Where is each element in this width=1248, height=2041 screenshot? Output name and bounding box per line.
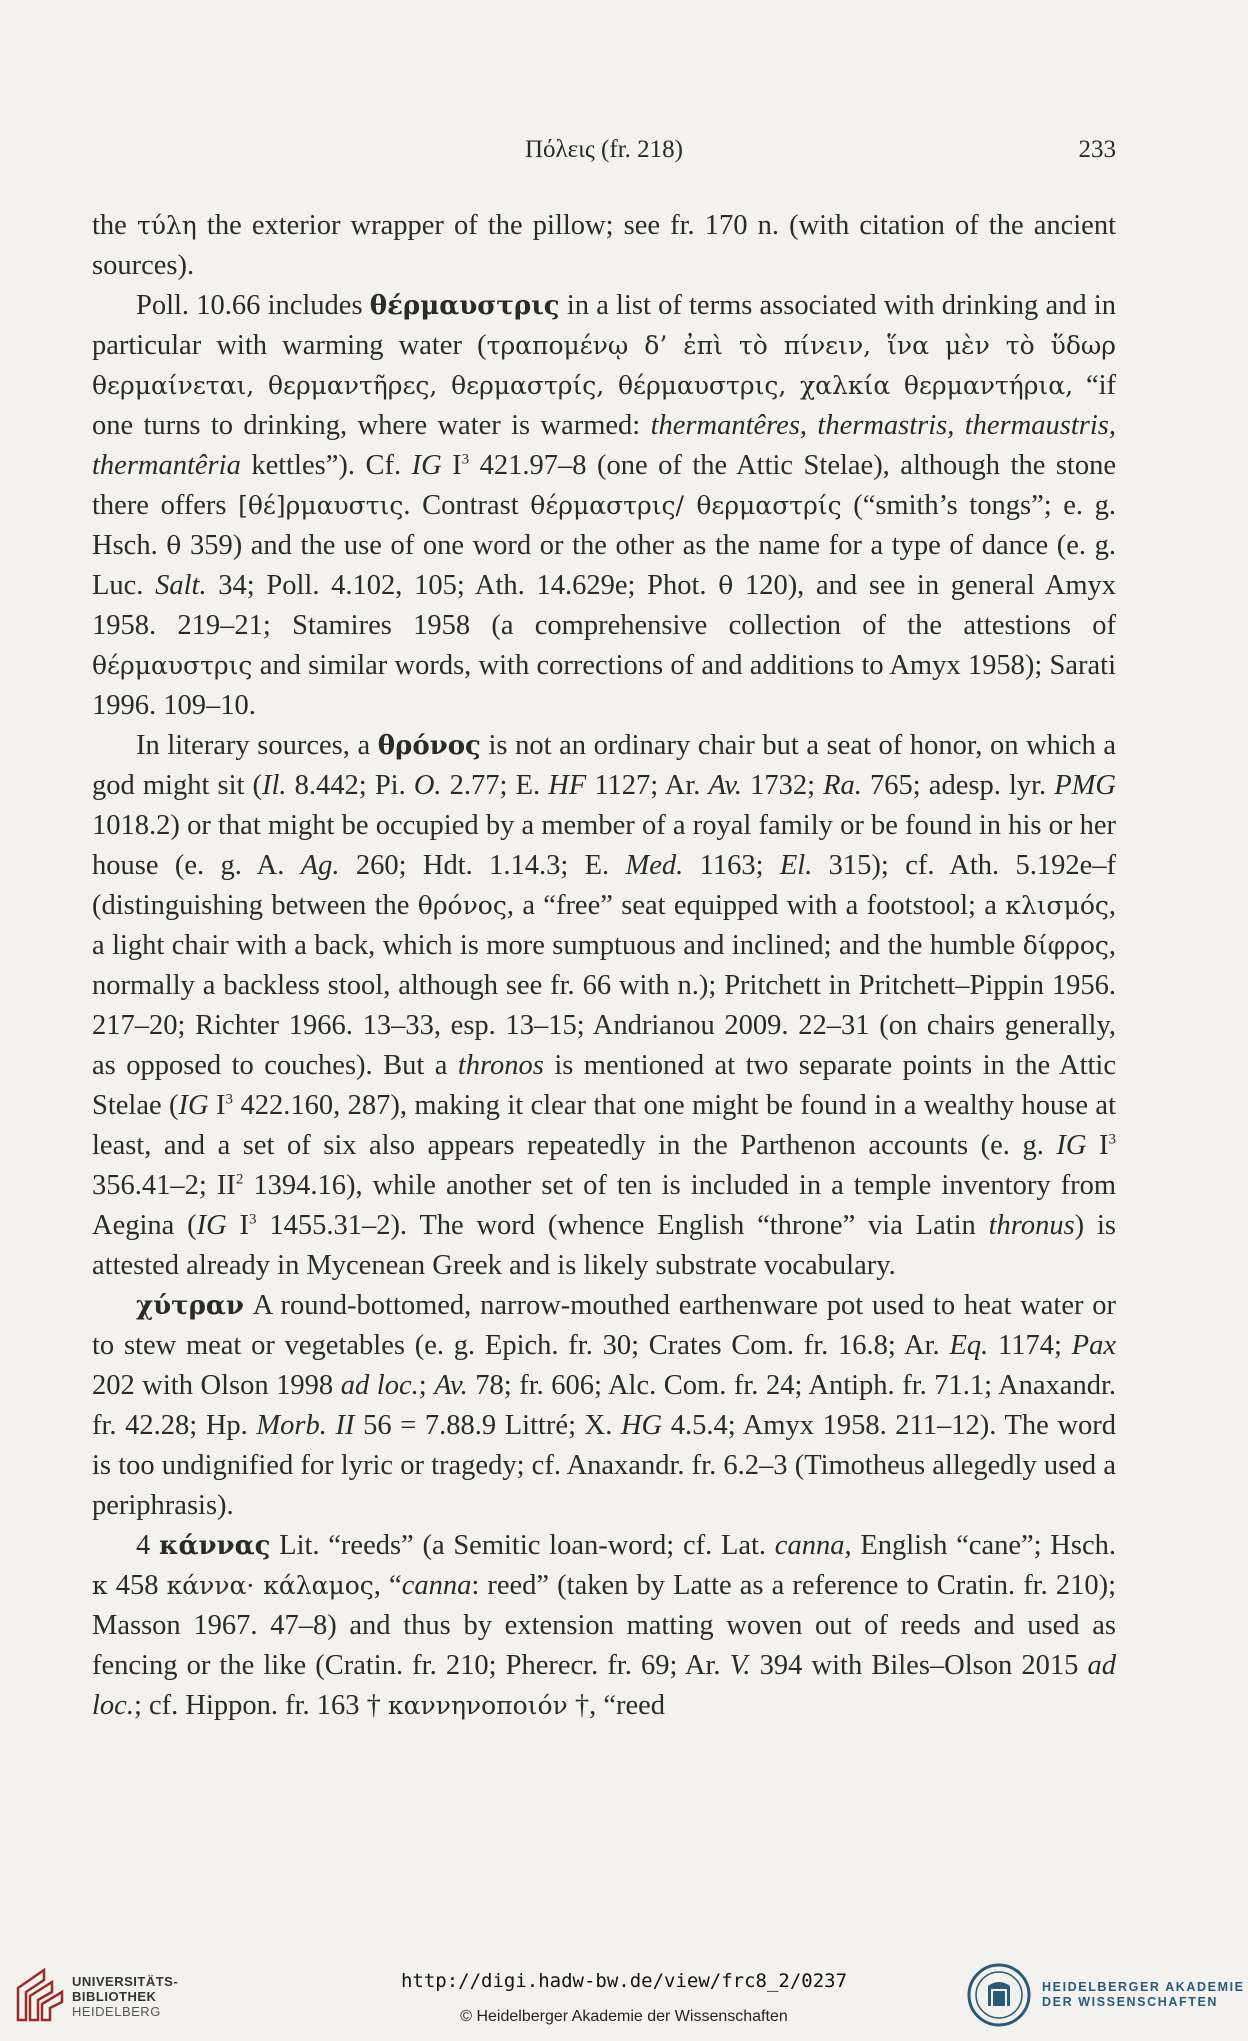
text-run: Lit. “reeds” (a Semitic loan-word; cf. Lat. bbox=[270, 1530, 775, 1561]
superscript: 3 bbox=[1108, 1131, 1116, 1148]
lemma-greek: χύτραν bbox=[136, 1291, 244, 1321]
italic-run: thronus bbox=[988, 1210, 1075, 1241]
italic-run: Il. bbox=[262, 770, 287, 801]
text-run: (“smith’s tongs”; e. g. Hsch. bbox=[92, 490, 1116, 561]
greek-term: κάννα· κάλαμος bbox=[166, 1571, 374, 1600]
italic-run: HG bbox=[620, 1410, 663, 1441]
text-run: , a “free” seat equipped with a footstool; a bbox=[506, 890, 1006, 921]
ub-line-3: HEIDELBERG bbox=[72, 2004, 161, 2019]
greek-term: καννηνοποιόν bbox=[388, 1691, 568, 1720]
text-run: ) is attested already in Mycenean Greek and is likely substrate vocabulary. bbox=[92, 1210, 1116, 1281]
text-run: 56 = 7.88.9 Littré; X. bbox=[354, 1410, 621, 1441]
italic-run: IG bbox=[1056, 1130, 1087, 1161]
paragraph-1 bbox=[92, 206, 1116, 286]
text-run: kettles”). Cf. bbox=[240, 450, 412, 481]
italic-run: canna bbox=[401, 1570, 472, 1601]
superscript: 3 bbox=[225, 1091, 234, 1108]
text-run: 1127; Ar. bbox=[586, 770, 709, 801]
text-run: 120), and see in general Amyx 1958. 219–21; Stamires 1958 (a comprehensive collection of the attestions of bbox=[92, 570, 1117, 641]
superscript: 2 bbox=[235, 1171, 244, 1188]
text-run: 1455.31–2). The word (whence English “throne” via Latin bbox=[256, 1210, 989, 1241]
italic-run: IG bbox=[178, 1090, 209, 1121]
italic-run: Pax bbox=[1071, 1330, 1116, 1361]
italic-run: V. bbox=[729, 1650, 751, 1681]
text-run: I bbox=[226, 1210, 249, 1241]
text-run: , “ bbox=[373, 1570, 402, 1601]
text-run: Poll. 10.66 includes bbox=[136, 290, 370, 321]
ub-line-1: UNIVERSITÄTS- bbox=[72, 1974, 179, 1989]
text-run: 315); cf. Ath. 5.192e–f (distinguishing between the bbox=[92, 850, 1116, 921]
text-run: I bbox=[441, 450, 462, 481]
paragraph-3 bbox=[92, 726, 1116, 1286]
paragraph-5 bbox=[92, 1526, 1116, 1726]
text-run: 1394.16), while another set of ten is included in a temple inventory from Aegina ( bbox=[92, 1170, 1116, 1241]
italic-run: canna bbox=[774, 1530, 845, 1561]
text-run: I bbox=[208, 1090, 226, 1121]
italic-run: PMG bbox=[1054, 770, 1116, 801]
text-run: . Contrast bbox=[403, 490, 531, 521]
italic-run: Ag. bbox=[300, 850, 340, 881]
text-run: “if one turns to drinking, where water is warmed: bbox=[92, 370, 1116, 441]
line-number: 4 bbox=[136, 1530, 159, 1561]
text-run: 1018.2) or that might be occupied by a member of a royal family or be found in his or her house (e. g. A. bbox=[92, 810, 1116, 881]
source-url-link[interactable]: http://digi.hadw-bw.de/view/frc8_2/0237 bbox=[400, 1970, 848, 1992]
text-run: 394 with Biles–Olson 2015 bbox=[750, 1650, 1088, 1681]
page-number: 233 bbox=[1078, 136, 1116, 163]
hadw-line-1: HEIDELBERGER AKADEMIE bbox=[1042, 1980, 1245, 1994]
ub-line-2: BIBLIOTHEK bbox=[72, 1989, 157, 2004]
italic-run: Eq. bbox=[949, 1330, 989, 1361]
text-run: , a light chair with a back, which is more sumptuous and inclined; and the humble bbox=[92, 890, 1117, 961]
text-run: 421.97–8 (one of the Attic Stelae), although the stone there offers bbox=[92, 450, 1116, 521]
commentary-text bbox=[92, 206, 1116, 1726]
superscript: 3 bbox=[461, 451, 470, 468]
hadw-line-2: DER WISSENSCHAFTEN bbox=[1042, 1995, 1219, 2009]
italic-run: Av. bbox=[434, 1370, 468, 1401]
text-run: A round-bottomed, narrow-mouthed earthenware pot used to heat water or to stew meat or vegetables (e. g. Epich. fr. 30; Crates Com. fr. 16.8; Ar. bbox=[92, 1290, 1116, 1361]
italic-run: thronos bbox=[457, 1050, 544, 1081]
greek-term: τύλη bbox=[136, 211, 197, 240]
italic-run: Av. bbox=[708, 770, 742, 801]
lemma-greek: κάννας bbox=[159, 1531, 271, 1561]
text-run: , normally a backless stool, although see fr. 66 with n.); Pritchett in Pritchett–Pippin 1956. 217–20; Richter 1966. 13–33, esp. 13–15; Andrianou 2009. 22–31 (on chairs generally, as opposed to couches). But a bbox=[92, 930, 1116, 1081]
text-run: 34; Poll. 4.102, 105; Ath. 14.629e; Phot. bbox=[206, 570, 719, 601]
text-run: ; bbox=[418, 1370, 435, 1401]
greek-term: θ bbox=[718, 571, 734, 600]
text-run: in a list of terms associated with drinking and in particular with warming water ( bbox=[92, 290, 1116, 361]
greek-term: θέρμαστρις/ θερμαστρίς bbox=[530, 491, 842, 520]
text-run: : reed” (taken by Latte as a reference to Cratin. fr. 210); Masson 1967. 47–8) and thus by extension matting woven out of reeds and used as fencing or the like (Cratin. fr. 210; Pherecr. fr. 69; Ar. bbox=[92, 1570, 1116, 1681]
academy-seal-icon bbox=[966, 1962, 1032, 2028]
text-run: the bbox=[92, 210, 137, 241]
copyright-notice: © Heidelberger Akademie der Wissenschaften bbox=[460, 2008, 788, 2025]
italic-run: ad loc. bbox=[92, 1650, 1116, 1721]
greek-term: κλισμός bbox=[1005, 891, 1109, 920]
italic-run: HF bbox=[548, 770, 587, 801]
text-run: 260; Hdt. 1.14.3; E. bbox=[339, 850, 626, 881]
text-run: In literary sources, a bbox=[136, 730, 378, 761]
text-run: is mentioned at two separate points in the Attic Stelae ( bbox=[92, 1050, 1116, 1121]
italic-run: El. bbox=[779, 850, 813, 881]
text-run: 1163; bbox=[683, 850, 780, 881]
text-run: 1732; bbox=[741, 770, 824, 801]
page-header bbox=[92, 136, 1116, 170]
paragraph-2 bbox=[92, 286, 1116, 726]
text-run: I bbox=[1086, 1130, 1109, 1161]
text-run: 78; fr. 606; Alc. Com. fr. 24; Antiph. fr. 71.1; Anaxandr. fr. 42.28; Hp. bbox=[92, 1370, 1116, 1441]
text-run: 8.442; Pi. bbox=[286, 770, 414, 801]
greek-term: δίφρος bbox=[1022, 931, 1109, 960]
text-run: 359) and the use of one word or the other as the name for a type of dance (e. g. Luc. bbox=[92, 530, 1116, 601]
greek-term: θέρμαυστρις bbox=[92, 651, 253, 680]
paragraph-4 bbox=[92, 1286, 1116, 1526]
text-run: 356.41–2; II bbox=[92, 1170, 236, 1201]
greek-term: θ bbox=[166, 531, 182, 560]
text-run: 1174; bbox=[988, 1330, 1072, 1361]
italic-run: Salt. bbox=[155, 570, 207, 601]
running-head: Πόλεις (fr. 218) bbox=[525, 136, 683, 163]
italic-run: ad loc. bbox=[340, 1370, 419, 1401]
text-run: 765; adesp. lyr. bbox=[861, 770, 1055, 801]
text-run: ; cf. Hippon. fr. 163 † bbox=[133, 1690, 389, 1721]
italic-run: IG bbox=[411, 450, 442, 481]
text-run: the exterior wrapper of the pillow; see fr. 170 n. (with citation of the ancient sources). bbox=[92, 210, 1116, 281]
text-run: 202 with Olson 1998 bbox=[92, 1370, 341, 1401]
superscript: 3 bbox=[249, 1211, 257, 1228]
page-footer bbox=[0, 1948, 1248, 2041]
greek-term: κ bbox=[92, 1571, 108, 1600]
italic-run: Ra. bbox=[823, 770, 862, 801]
italic-run: IG bbox=[196, 1210, 227, 1241]
greek-term: θρόνος bbox=[417, 891, 507, 920]
text-run: 458 bbox=[107, 1570, 167, 1601]
text-run: is not an ordinary chair but a seat of honor, on which a god might sit ( bbox=[92, 730, 1116, 801]
italic-run: Med. bbox=[625, 850, 684, 881]
italic-run: O. bbox=[413, 770, 442, 801]
lemma-greek: θρόνος bbox=[377, 731, 481, 761]
academy-name bbox=[1042, 1980, 1245, 2010]
text-run: 422.160, 287), making it clear that one might be found in a wealthy house at least, and a set of six also appears repeatedly in the Parthenon accounts (e. g. bbox=[92, 1090, 1116, 1161]
text-run: , English “cane”; Hsch. bbox=[844, 1530, 1117, 1561]
greek-quotation: τραπομένῳ δ’ ἐπὶ τὸ πίνειν, ἵνα μὲν τὸ ὕδωρ θερμαίνεται, θερμαντῆρες, θερμαστρίς, θέρμαυστρις, χαλκία θερμαντήρια, bbox=[92, 331, 1116, 400]
greek-term: [θέ]ρμαυστις bbox=[238, 491, 404, 520]
lemma-greek: θέρμαυστρις bbox=[369, 291, 560, 321]
text-run: 2.77; E. bbox=[441, 770, 549, 801]
text-run: and similar words, with corrections of and additions to Amyx 1958); Sarati 1996. 109–10. bbox=[92, 650, 1116, 721]
italic-run: Morb. II bbox=[256, 1410, 355, 1441]
italic-run: thermantêres, thermastris, thermaustris, thermantêria bbox=[92, 410, 1116, 481]
text-run: 4.5.4; Amyx 1958. 211–12). The word is too undignified for lyric or tragedy; cf. Anaxandr. fr. 6.2–3 (Timotheus allegedly used a periphrasis). bbox=[92, 1410, 1116, 1521]
text-run: †, “reed bbox=[567, 1690, 666, 1721]
